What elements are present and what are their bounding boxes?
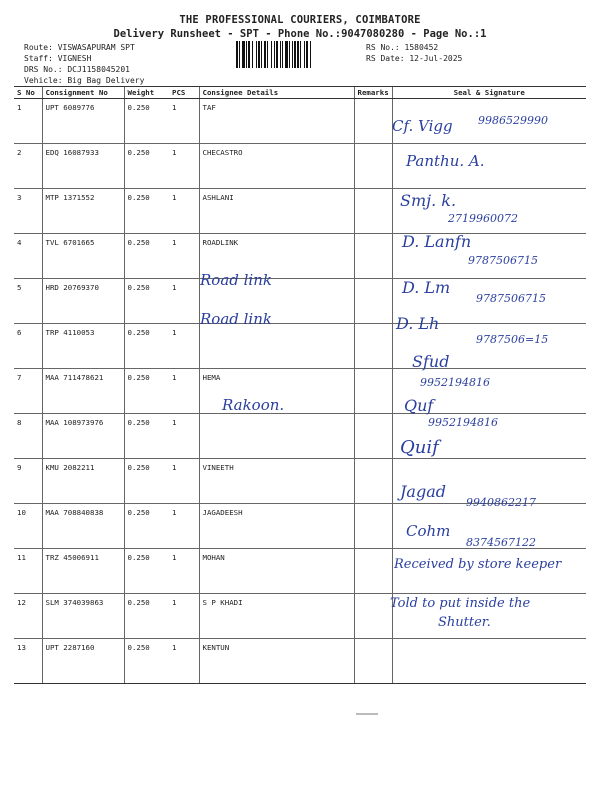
cell-weight: 0.250 [124,549,169,594]
route-text: Route: VISWASAPURAM SPT [24,43,135,52]
handwritten-phone: 2719960072 [448,212,518,225]
cell-consignment: KMU 2082211 [42,459,124,504]
signature: Jagad [400,482,446,501]
handwritten-phone: 9952194816 [428,416,498,429]
meta-left [24,42,144,86]
drs-text: DRS No.: DCJ1158045201 [24,65,130,74]
cell-weight: 0.250 [124,414,169,459]
signature: Cf. Vigg [392,117,453,135]
cell-pcs: 1 [169,639,199,684]
rs-date-text: RS Date: 12-Jul-2025 [366,54,463,63]
cell-weight: 0.250 [124,144,169,189]
col-weight-header: Weight [124,87,169,99]
cell-remarks [354,279,392,324]
handwritten-note: Told to put inside the [390,596,531,611]
runsheet-subtitle: Delivery Runsheet - SPT - Phone No.:9047080280 - Page No.:1 [113,28,487,40]
cell-consignment: MTP 1371552 [42,189,124,234]
cell-pcs: 1 [169,279,199,324]
cell-sno: 4 [14,234,42,279]
col-consignment-header: Consignment No [42,87,124,99]
cell-consignee: KENTUN [199,639,354,684]
cell-remarks [354,189,392,234]
handwritten-phone: 9787506715 [468,254,538,267]
cell-consignee [199,414,354,459]
cell-remarks [354,414,392,459]
table-row [14,369,586,414]
handwritten-phone: 9940862217 [466,496,536,509]
cell-pcs: 1 [169,414,199,459]
handwritten-consignee: Rakoon. [222,396,285,414]
cell-signature [392,639,586,684]
cell-weight: 0.250 [124,459,169,504]
cell-consignment: TVL 6701665 [42,234,124,279]
cell-consignment: EDQ 16087933 [42,144,124,189]
cell-pcs: 1 [169,144,199,189]
cell-pcs: 1 [169,594,199,639]
table-row [14,324,586,369]
cell-remarks [354,324,392,369]
meta-right [366,42,462,64]
cell-remarks [354,459,392,504]
cell-pcs: 1 [169,189,199,234]
cell-remarks [354,549,392,594]
runsheet-table [14,86,586,684]
cell-sno: 8 [14,414,42,459]
cell-consignment: MAA 708840838 [42,504,124,549]
cell-weight: 0.250 [124,189,169,234]
cell-pcs: 1 [169,459,199,504]
cell-consignment: UPT 2287160 [42,639,124,684]
cell-remarks [354,639,392,684]
cell-sno: 10 [14,504,42,549]
cell-weight: 0.250 [124,369,169,414]
handwritten-phone: 9787506=15 [476,333,549,346]
handwritten-consignee: Road link [200,310,272,328]
cell-weight: 0.250 [124,594,169,639]
cell-pcs: 1 [169,99,199,144]
cell-pcs: 1 [169,504,199,549]
handwritten-consignee: Road link [200,271,272,289]
cell-consignee: JAGADEESH [199,504,354,549]
vehicle-text: Vehicle: Big Bag Delivery [24,76,145,85]
cell-weight: 0.250 [124,324,169,369]
runsheet-barcode [236,41,348,68]
handwritten-phone: 8374567122 [466,536,536,549]
cell-weight: 0.250 [124,99,169,144]
cell-consignee: ROADLINK [199,234,354,279]
runsheet-title: THE PROFESSIONAL COURIERS, COIMBATORE [179,14,421,26]
signature: Sfud [412,352,450,371]
cell-remarks [354,234,392,279]
signature: Smj. k. [400,191,457,210]
cell-sno: 1 [14,99,42,144]
cell-consignee: VINEETH [199,459,354,504]
cell-weight: 0.250 [124,279,169,324]
signature: Quf [404,396,434,415]
cell-consignee: CHECASTRO [199,144,354,189]
cell-consignee: ASHLANI [199,189,354,234]
cell-sno: 2 [14,144,42,189]
table-row [14,189,586,234]
col-pcs-header: PCS [169,87,199,99]
table-header-row [14,87,586,99]
handwritten-phone: 9787506715 [476,292,546,305]
signature: D. Lh [396,314,440,333]
cell-remarks [354,504,392,549]
cell-sno: 9 [14,459,42,504]
col-remarks-header: Remarks [354,87,392,99]
handwritten-phone: 9986529990 [478,114,548,127]
cell-consignment: UPT 6089776 [42,99,124,144]
cell-pcs: 1 [169,369,199,414]
table-row [14,639,586,684]
cell-pcs: 1 [169,549,199,594]
cell-weight: 0.250 [124,504,169,549]
handwritten-note: Received by store keeper [394,557,562,572]
signature: Quif [400,437,439,458]
cell-sno: 3 [14,189,42,234]
col-signature-header: Seal & Signature [392,87,586,99]
col-sno-header: S No [14,87,42,99]
cell-consignment: TRP 4110053 [42,324,124,369]
handwritten-phone: 9952194816 [420,376,490,389]
cell-sno: 11 [14,549,42,594]
signature: D. Lanfn [402,232,472,251]
table-row [14,144,586,189]
staff-text: Staff: VIGNESH [24,54,92,63]
cell-consignee [199,324,354,369]
cell-sno: 7 [14,369,42,414]
cell-consignee: TAF [199,99,354,144]
cell-weight: 0.250 [124,639,169,684]
cell-pcs: 1 [169,324,199,369]
handwritten-note: Shutter. [438,615,491,630]
cell-consignment: MAA 711478621 [42,369,124,414]
cell-consignee: S P KHADI [199,594,354,639]
cell-sno: 6 [14,324,42,369]
cell-pcs: 1 [169,234,199,279]
cell-sno: 12 [14,594,42,639]
cell-consignment: MAA 108973976 [42,414,124,459]
cell-sno: 13 [14,639,42,684]
col-consignee-header: Consignee Details [199,87,354,99]
signature: Cohm [406,522,451,540]
cell-consignee: HEMA [199,369,354,414]
faint-stamp-mark [356,713,378,715]
cell-weight: 0.250 [124,234,169,279]
handwritten-name: Panthu. A. [406,152,485,170]
cell-remarks [354,99,392,144]
cell-remarks [354,144,392,189]
cell-consignee: MOHAN [199,549,354,594]
cell-remarks [354,594,392,639]
signature: D. Lm [402,278,451,297]
cell-consignment: TRZ 45006911 [42,549,124,594]
rs-number-text: RS No.: 1580452 [366,43,439,52]
cell-consignment: SLM 374039863 [42,594,124,639]
cell-consignment: HRD 20769370 [42,279,124,324]
cell-sno: 5 [14,279,42,324]
cell-remarks [354,369,392,414]
table-row [14,414,586,459]
